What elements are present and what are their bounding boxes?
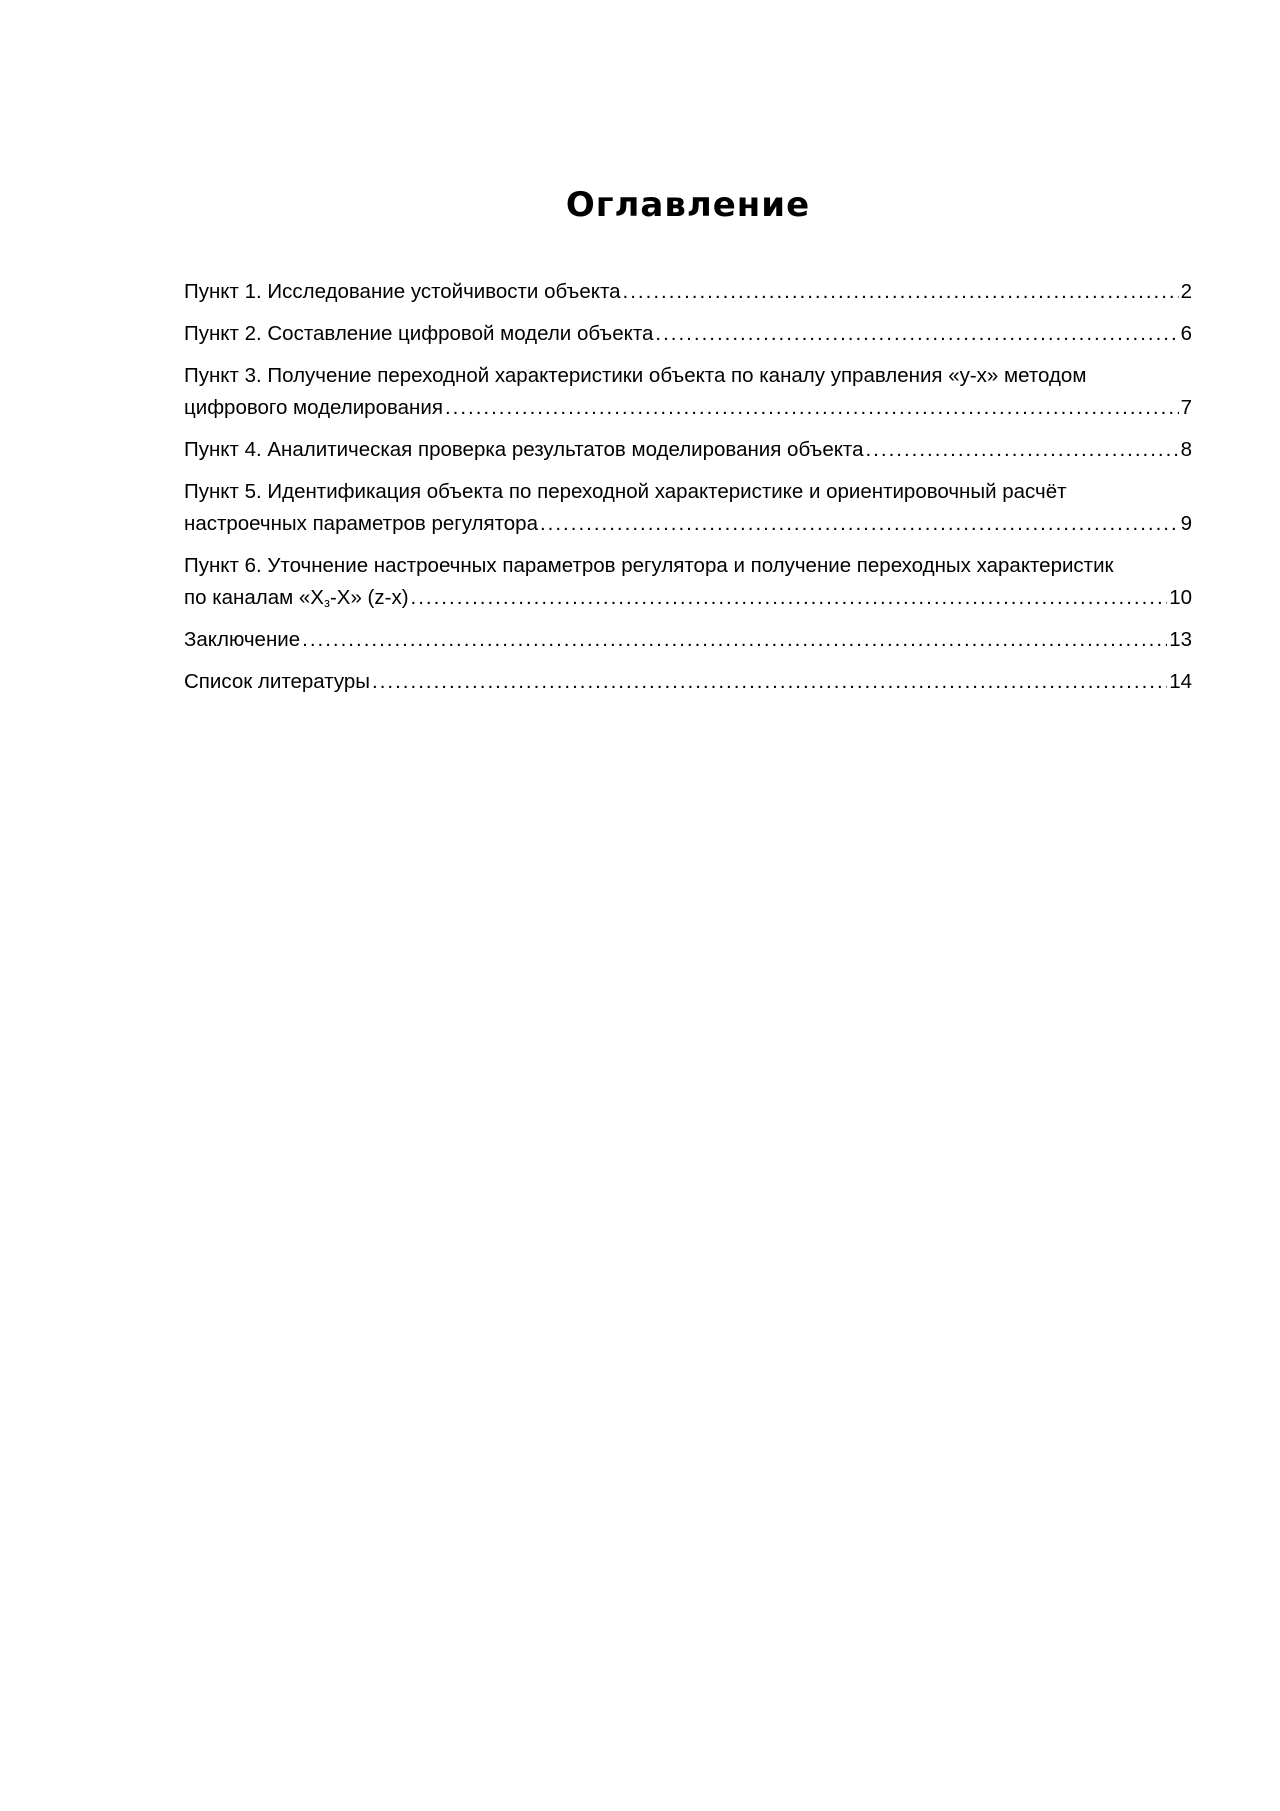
toc-dot-leader <box>865 434 1178 466</box>
page-title: Оглавление <box>565 185 811 225</box>
toc-dot-leader <box>623 276 1179 308</box>
toc-entry-line <box>184 666 1192 698</box>
toc-entry-text-first-line: Пункт 6. Уточнение настроечных параметров регулятора и получение переходных характеристик <box>184 554 1114 577</box>
toc-entry-line <box>184 624 1192 656</box>
toc-entry-5[interactable] <box>184 476 1192 540</box>
toc-entry-2[interactable] <box>184 318 1192 350</box>
toc-dot-leader <box>411 582 1168 614</box>
toc-entry-text: Пункт 4. Аналитическая проверка результатов моделирования объекта <box>184 438 864 461</box>
toc-entry-line <box>184 276 1192 308</box>
toc-entry-text: настроечных параметров регулятора <box>184 512 538 535</box>
toc-entry-text: Заключение <box>184 628 301 651</box>
toc-dot-leader <box>655 318 1178 350</box>
toc-page-number: 14 <box>1169 670 1192 693</box>
toc-entry-line <box>184 392 1192 424</box>
toc-entry-text: Пункт 1. Исследование устойчивости объекта <box>184 280 621 303</box>
toc-page-number: 6 <box>1180 322 1192 345</box>
toc-entry-line <box>184 582 1192 614</box>
toc-page-number: 7 <box>1180 396 1192 419</box>
toc-entry-text: Список литературы <box>184 670 371 693</box>
toc-entry-7[interactable] <box>184 624 1192 656</box>
toc-entry-line <box>184 508 1192 540</box>
toc-page-number: 10 <box>1169 586 1192 609</box>
toc-entry-subscript: з <box>323 595 330 610</box>
table-of-contents <box>184 276 1192 708</box>
toc-entry-6[interactable] <box>184 550 1192 614</box>
toc-entry-1[interactable] <box>184 276 1192 308</box>
toc-entry-text-with-subscript <box>184 582 409 619</box>
toc-dot-leader <box>540 508 1179 540</box>
toc-page-number: 2 <box>1180 280 1192 303</box>
toc-entry-line <box>184 318 1192 350</box>
toc-entry-text-first-line: Пункт 3. Получение переходной характеристики объекта по каналу управления «y-x» методом <box>184 364 1087 387</box>
toc-page-number: 9 <box>1180 512 1192 535</box>
toc-entry-line <box>184 434 1192 466</box>
toc-dot-leader <box>372 666 1167 698</box>
toc-entry-text: цифрового моделирования <box>184 396 443 419</box>
toc-dot-leader <box>445 392 1179 424</box>
toc-entry-3[interactable] <box>184 360 1192 424</box>
toc-dot-leader <box>302 624 1167 656</box>
toc-entry-text-part: по каналам «X <box>184 586 324 609</box>
toc-entry-8[interactable] <box>184 666 1192 698</box>
toc-page-number: 13 <box>1169 628 1192 651</box>
toc-entry-text-first-line: Пункт 5. Идентификация объекта по переходной характеристике и ориентировочный расчёт <box>184 480 1067 503</box>
toc-page-number: 8 <box>1180 438 1192 461</box>
toc-entry-text-part: -X» (z-x) <box>329 586 409 609</box>
toc-entry-text: Пункт 2. Составление цифровой модели объекта <box>184 322 654 345</box>
toc-entry-4[interactable] <box>184 434 1192 466</box>
